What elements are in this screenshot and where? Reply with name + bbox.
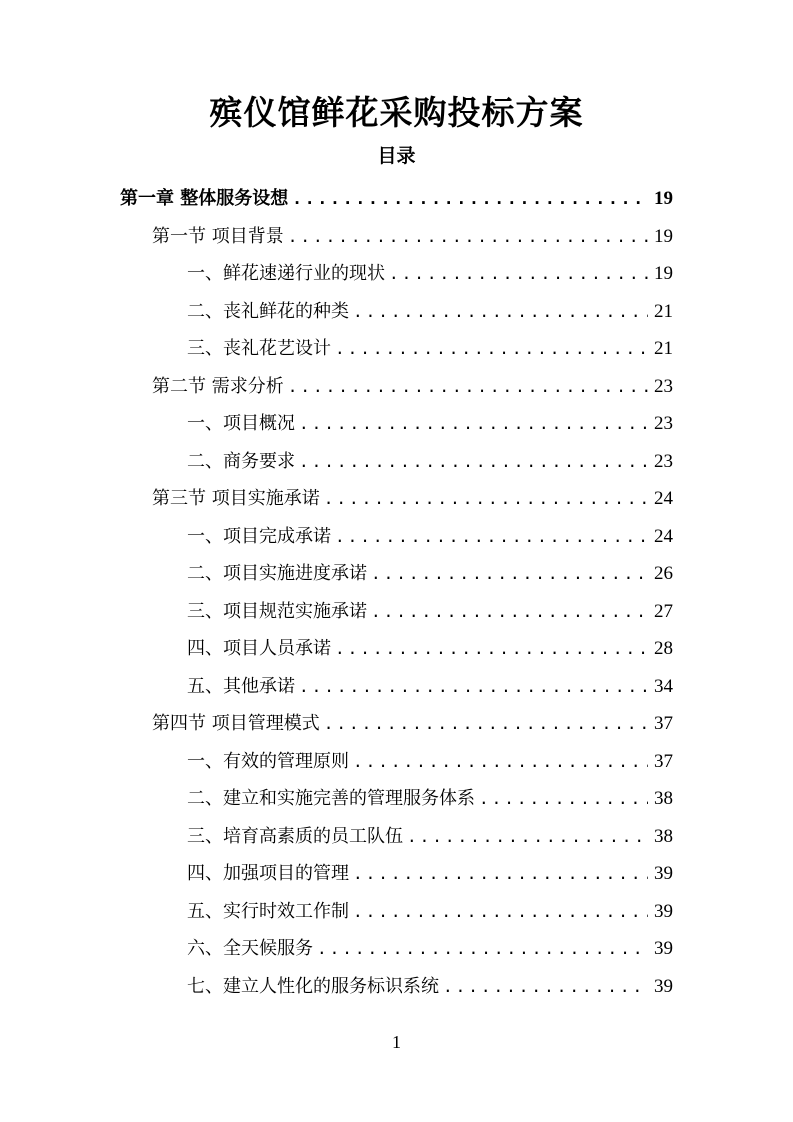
toc-entry[interactable] (187, 255, 673, 292)
toc-dot-leader (443, 968, 648, 1005)
toc-entry[interactable] (187, 743, 673, 780)
toc-dot-leader (335, 518, 648, 555)
toc-entry-page: 24 (654, 488, 673, 509)
toc-dot-leader (353, 893, 648, 930)
toc-dot-leader (335, 330, 648, 367)
toc-dot-leader (353, 855, 648, 892)
toc-entry-label: 二、项目实施进度承诺 (187, 563, 367, 584)
toc-dot-leader (324, 480, 648, 517)
toc-dot-leader (407, 818, 648, 855)
toc-entry[interactable] (152, 368, 673, 405)
toc-entry[interactable] (187, 893, 673, 930)
toc-entry-page: 21 (654, 338, 673, 359)
toc-entry[interactable] (187, 593, 673, 630)
toc-dot-leader (299, 405, 648, 442)
toc-entry[interactable] (187, 330, 673, 367)
toc-entry-label: 二、建立和实施完善的管理服务体系 (187, 788, 475, 809)
toc-dot-leader (479, 780, 648, 817)
toc-entry[interactable] (187, 668, 673, 705)
toc-entry[interactable] (187, 405, 673, 442)
toc-entry-page: 38 (654, 825, 673, 847)
toc-entry-label: 四、项目人员承诺 (187, 638, 331, 659)
toc-entry-label: 三、项目规范实施承诺 (187, 600, 367, 622)
toc-entry-page: 26 (654, 563, 673, 584)
toc-entry-label: 五、其他承诺 (187, 675, 295, 697)
toc-entry-page: 27 (654, 600, 673, 622)
toc-entry[interactable] (187, 780, 673, 817)
toc-entry-page: 28 (654, 638, 673, 659)
toc-entry[interactable] (187, 968, 673, 1005)
toc-dot-leader (317, 930, 648, 967)
toc-entry-label: 六、全天候服务 (187, 938, 313, 959)
toc-dot-leader (288, 368, 648, 405)
toc-entry-label: 第三节 项目实施承诺 (152, 488, 320, 509)
toc-entry-page: 23 (654, 450, 673, 472)
toc-entry[interactable] (187, 518, 673, 555)
toc-entry[interactable] (187, 818, 673, 855)
toc-dot-leader (288, 218, 648, 255)
toc-entry-label: 三、培育高素质的员工队伍 (187, 825, 403, 847)
toc-dot-leader (371, 593, 648, 630)
toc-dot-leader (299, 668, 648, 705)
toc-entry[interactable] (187, 930, 673, 967)
toc-entry-label: 第二节 需求分析 (152, 375, 284, 397)
toc-dot-leader (324, 705, 648, 742)
toc-dot-leader (353, 293, 648, 330)
toc-entry[interactable] (187, 555, 673, 592)
toc-entry-label: 三、丧礼花艺设计 (187, 338, 331, 359)
toc-entry[interactable] (187, 630, 673, 667)
toc-entry[interactable] (120, 180, 673, 217)
toc-dot-leader (299, 443, 648, 480)
toc-entry-label: 第四节 项目管理模式 (152, 713, 320, 734)
toc-entry-page: 23 (654, 375, 673, 397)
toc-dot-leader (335, 630, 648, 667)
toc-entry-page: 39 (654, 900, 673, 922)
toc-entry-label: 二、丧礼鲜花的种类 (187, 300, 349, 322)
toc-entry-label: 一、有效的管理原则 (187, 750, 349, 772)
toc-entry-label: 一、项目完成承诺 (187, 525, 331, 547)
toc-entry-label: 五、实行时效工作制 (187, 900, 349, 922)
toc-entry[interactable] (187, 855, 673, 892)
toc-entry[interactable] (152, 705, 673, 742)
toc-entry-page: 39 (654, 975, 673, 997)
toc-entry-label: 二、商务要求 (187, 450, 295, 472)
toc-entry-page: 34 (654, 675, 673, 697)
toc-entry[interactable] (152, 218, 673, 255)
toc-dot-leader (353, 743, 648, 780)
toc-entry-label: 第一节 项目背景 (152, 225, 284, 247)
toc-entry-label: 一、项目概况 (187, 413, 295, 434)
toc-entry[interactable] (187, 293, 673, 330)
toc-entry-label: 七、建立人性化的服务标识系统 (187, 975, 439, 997)
toc-entry-page: 21 (654, 300, 673, 322)
toc-entry-page: 37 (654, 750, 673, 772)
toc-entry-page: 19 (654, 263, 673, 284)
toc-entry-page: 38 (654, 788, 673, 809)
toc-entry-label: 四、加强项目的管理 (187, 863, 349, 884)
document-title: 殡仪馆鲜花采购投标方案 (209, 93, 584, 132)
toc-entry-page: 37 (654, 713, 673, 734)
toc-entry[interactable] (187, 443, 673, 480)
toc-entry-label: 一、鲜花速递行业的现状 (187, 263, 385, 284)
toc-entry-page: 39 (654, 863, 673, 884)
toc-entry-page: 24 (654, 525, 673, 547)
toc-dot-leader (371, 555, 648, 592)
toc-entry-page: 19 (654, 225, 673, 247)
toc-entry-label: 第一章 整体服务设想 (120, 188, 289, 209)
toc-heading: 目录 (377, 145, 416, 167)
toc-dot-leader (389, 255, 648, 292)
toc-entry-page: 39 (654, 938, 673, 959)
toc-entry-page: 23 (654, 413, 673, 434)
toc-entry[interactable] (152, 480, 673, 517)
toc-entry-page: 19 (654, 188, 673, 209)
page-number: 1 (392, 1032, 401, 1052)
toc-dot-leader (292, 180, 648, 217)
